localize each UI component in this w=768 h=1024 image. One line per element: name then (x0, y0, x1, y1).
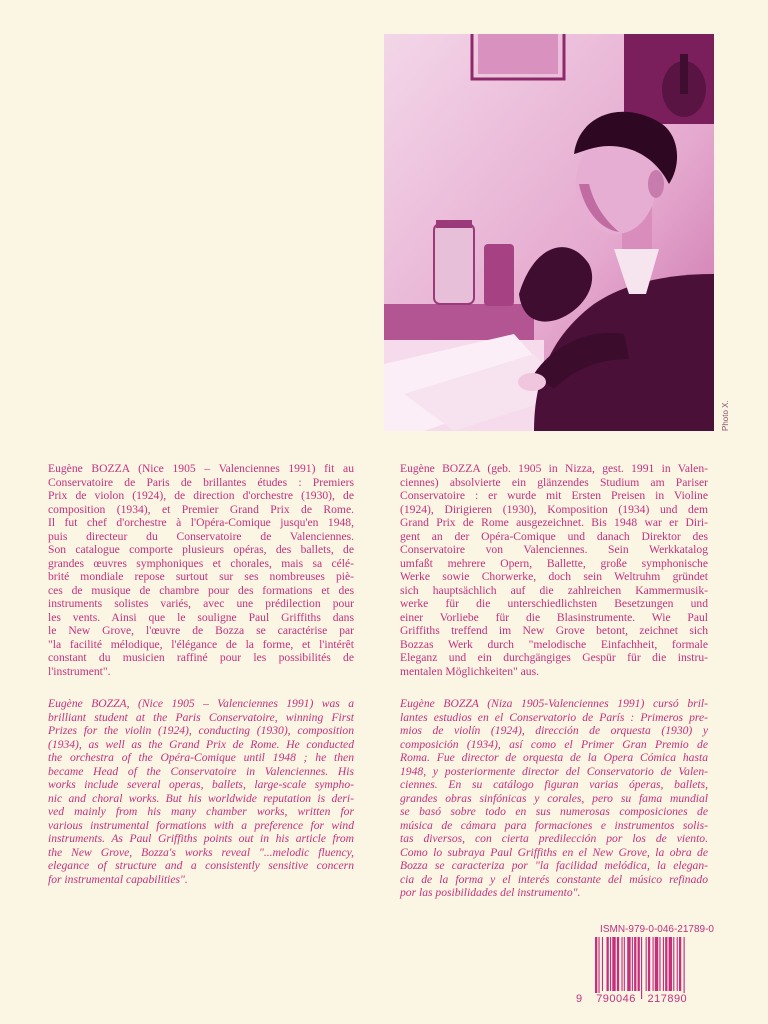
barcode-bar (602, 937, 603, 991)
barcode-bar (595, 937, 597, 999)
text-line: Bozza se caracteriza por "la facilidad melódica, la elegan- (400, 859, 708, 872)
text-line: cia de la forma y el interés constante del músico refinado (400, 872, 708, 886)
text-line: ved mainly from his many chamber works, written for (48, 805, 354, 818)
barcode-bar (646, 937, 647, 991)
text-line: se basó sobre todo en sus numerosas composiciones de (400, 805, 708, 818)
text-line: Conservatoire : er wurde mit Ersten Preisen in Violine (400, 489, 708, 502)
barcode-bar (655, 937, 658, 991)
text-line: ciennes. En su catálogo figuran varias óperas, ballets, (400, 778, 708, 791)
barcode-digits-mid: 790046 (596, 993, 636, 1005)
text-line: Roma. Fue director de orquesta de la Opera Cómica hasta (400, 751, 708, 764)
text-line: ces de musique de chambre pour des formations et des (48, 583, 354, 597)
text-line: Eugène BOZZA (geb. 1905 in Nizza, gest. 1991 in Valen- (400, 462, 708, 475)
text-line: (1934), as well as the Grand Prix de Rome. He conducted (48, 737, 354, 751)
text-line: grandes obras sinfónicas y corales, pero su fama mundial (400, 791, 708, 805)
barcode-bar (653, 937, 654, 991)
barcode-bar (669, 937, 672, 991)
barcode (585, 937, 715, 1001)
text-line: l'instrument". (48, 664, 111, 678)
text-line: nic and choral works. But his worldwide reputation is deri- (48, 791, 354, 805)
text-line: Bozzas Werk durch "melodische Einfachheit, formale (400, 637, 708, 651)
text-line: Grand Prix de Rome ausgezeichnet. Bis 1948 war er Diri- (400, 516, 708, 529)
text-line: became Head of the Conservatoire in Valenciennes. His (48, 764, 354, 778)
barcode-bar (632, 937, 633, 991)
text-line: the orchestra of the Opéra-Comique until 1948 ; he then (48, 751, 354, 764)
text-line: brité mondiale repose surtout sur ses nombreuses piè- (48, 570, 354, 583)
barcode-digits (575, 993, 715, 1005)
biography-french (48, 462, 354, 678)
text-line: sich hauptsächlich auf die zahlreichen Kammermusik- (400, 583, 708, 597)
text-line: Griffiths treffend im New Grove betont, zeichnet sich (400, 624, 708, 637)
barcode-digits-right: 217890 (647, 993, 688, 1005)
text-line: mentalen Möglichkeiten" aus. (400, 664, 539, 678)
barcode-bar (641, 937, 642, 999)
text-line: ciennes) absolvierte ein glänzendes Studium am Pariser (400, 475, 708, 489)
text-line: Son catalogue comporte plusieurs opéras, des ballets, de (48, 543, 354, 556)
text-line: Prizes for the violin (1924), conducting (1930), composition (48, 724, 354, 737)
text-line: Eleganz und ein durchgängiges Gespür für die instru- (400, 651, 708, 664)
text-line: "la facilité mélodique, l'élégance de la forme, et l'intérêt (48, 637, 354, 651)
barcode-bar (624, 937, 625, 991)
barcode-bar (610, 937, 611, 991)
biography-english (48, 697, 354, 886)
text-line: Como lo subraya Paul Griffiths en el New Grove, la obra de (400, 845, 708, 859)
text-line: gent an der Opéra-Comique und danach Direktor des (400, 529, 708, 543)
text-line: instruments. As Paul Griffiths points out in his article from (48, 832, 354, 845)
composer-photo (384, 34, 714, 431)
barcode-bar (684, 937, 685, 999)
text-line: Werke sowie Chorwerke, doch sein Weltruhm gründet (400, 570, 708, 583)
text-line: lantes estudios en el Conservatorio de París : Primeros pre- (400, 710, 708, 724)
text-line: 1948, y posteriormente director del Conservatorio de Valen- (400, 764, 708, 778)
text-line: Conservatoire de Paris de brillantes études : Premiers (48, 475, 354, 489)
barcode-bar (677, 937, 678, 991)
text-line: Eugène BOZZA (Niza 1905-Valenciennes 1991) cursó bril- (400, 697, 708, 710)
text-line: umfaßt mehrere Opern, Ballette, große symphonische (400, 556, 708, 570)
barcode-bar (617, 937, 619, 991)
text-line: composition (1934), et Premier Grand Prix de Rome. (48, 502, 354, 516)
barcode-bar (621, 937, 622, 991)
barcode-bar (612, 937, 615, 991)
text-line: Eugène BOZZA, (Nice 1905 – Valenciennes 1991) was a (48, 697, 354, 710)
barcode-bar (627, 937, 630, 991)
barcode-bar (648, 937, 650, 991)
barcode-digit-left: 9 (576, 993, 583, 1005)
text-line: for instrumental capabilities". (48, 872, 188, 886)
text-line: tas diversos, con cierta predilección por los de viento. (400, 832, 708, 845)
text-line: brilliant student at the Paris Conservatoire, winning First (48, 710, 354, 724)
ismn-number: ISMN-979-0-046-21789-0 (600, 924, 714, 935)
text-line: música de cámara para formaciones e instrumentos solis- (400, 818, 708, 832)
barcode-bar (673, 937, 674, 991)
barcode-bar (663, 937, 664, 991)
text-line: the New Grove, Bozza's works reveal "...melodic fluency, (48, 845, 354, 859)
text-line: instruments solistes variés, avec une prédilection pour (48, 597, 354, 610)
text-line: Il fut chef d'orchestre à l'Opéra-Comique jusqu'en 1948, (48, 516, 354, 529)
text-line: puis directeur du Conservatoire de Valenciennes. (48, 529, 354, 543)
biography-spanish (400, 697, 708, 900)
text-line: Prix de violon (1924), de direction d'orchestre (1930), de (48, 489, 354, 502)
text-line: einer Vorliebe für die Blasinstrumente. Wie Paul (400, 610, 708, 624)
text-line: works include several operas, ballets, large-scale sympho- (48, 778, 354, 791)
composer-photo-illustration (384, 34, 714, 431)
text-line: composición (1934), así como el Primer Gran Premio de (400, 737, 708, 751)
text-line: les vents. Ainsi que le souligne Paul Griffiths dans (48, 610, 354, 624)
text-line: elegance of structure and a consistently sensitive concern (48, 859, 354, 872)
barcode-bar (679, 937, 681, 991)
barcode-bar (665, 937, 667, 991)
text-line: constant du musicien raffiné pour les possibilités de (48, 651, 354, 664)
barcode-bar (607, 937, 609, 991)
text-line: por las posibilidades del instrumento". (400, 886, 581, 899)
text-line: le New Grove, l'œuvre de Bozza se caractérise par (48, 624, 354, 637)
text-line: mios de violín (1924), dirección de orquesta (1930) y (400, 724, 708, 737)
text-line: werke für die unterschiedlichsten Besetzungen und (400, 597, 708, 610)
text-line: Eugène BOZZA (Nice 1905 – Valenciennes 1991) fit au (48, 462, 354, 475)
barcode-bar (598, 937, 599, 999)
text-line: (1924), Dirigieren (1930), Komposition (1934) und dem (400, 502, 708, 516)
biography-german (400, 462, 708, 678)
barcode-bar (634, 937, 636, 991)
photo-credit: Photo X. (721, 400, 730, 431)
barcode-bar (659, 937, 660, 991)
barcode-bar (638, 937, 640, 991)
text-line: grandes œuvres symphoniques et chorales, mais sa célé- (48, 556, 354, 570)
text-line: various instrumental formations with a preference for wind (48, 818, 354, 832)
text-line: Conservatoire von Valenciennes. Sein Werkkatalog (400, 543, 708, 556)
